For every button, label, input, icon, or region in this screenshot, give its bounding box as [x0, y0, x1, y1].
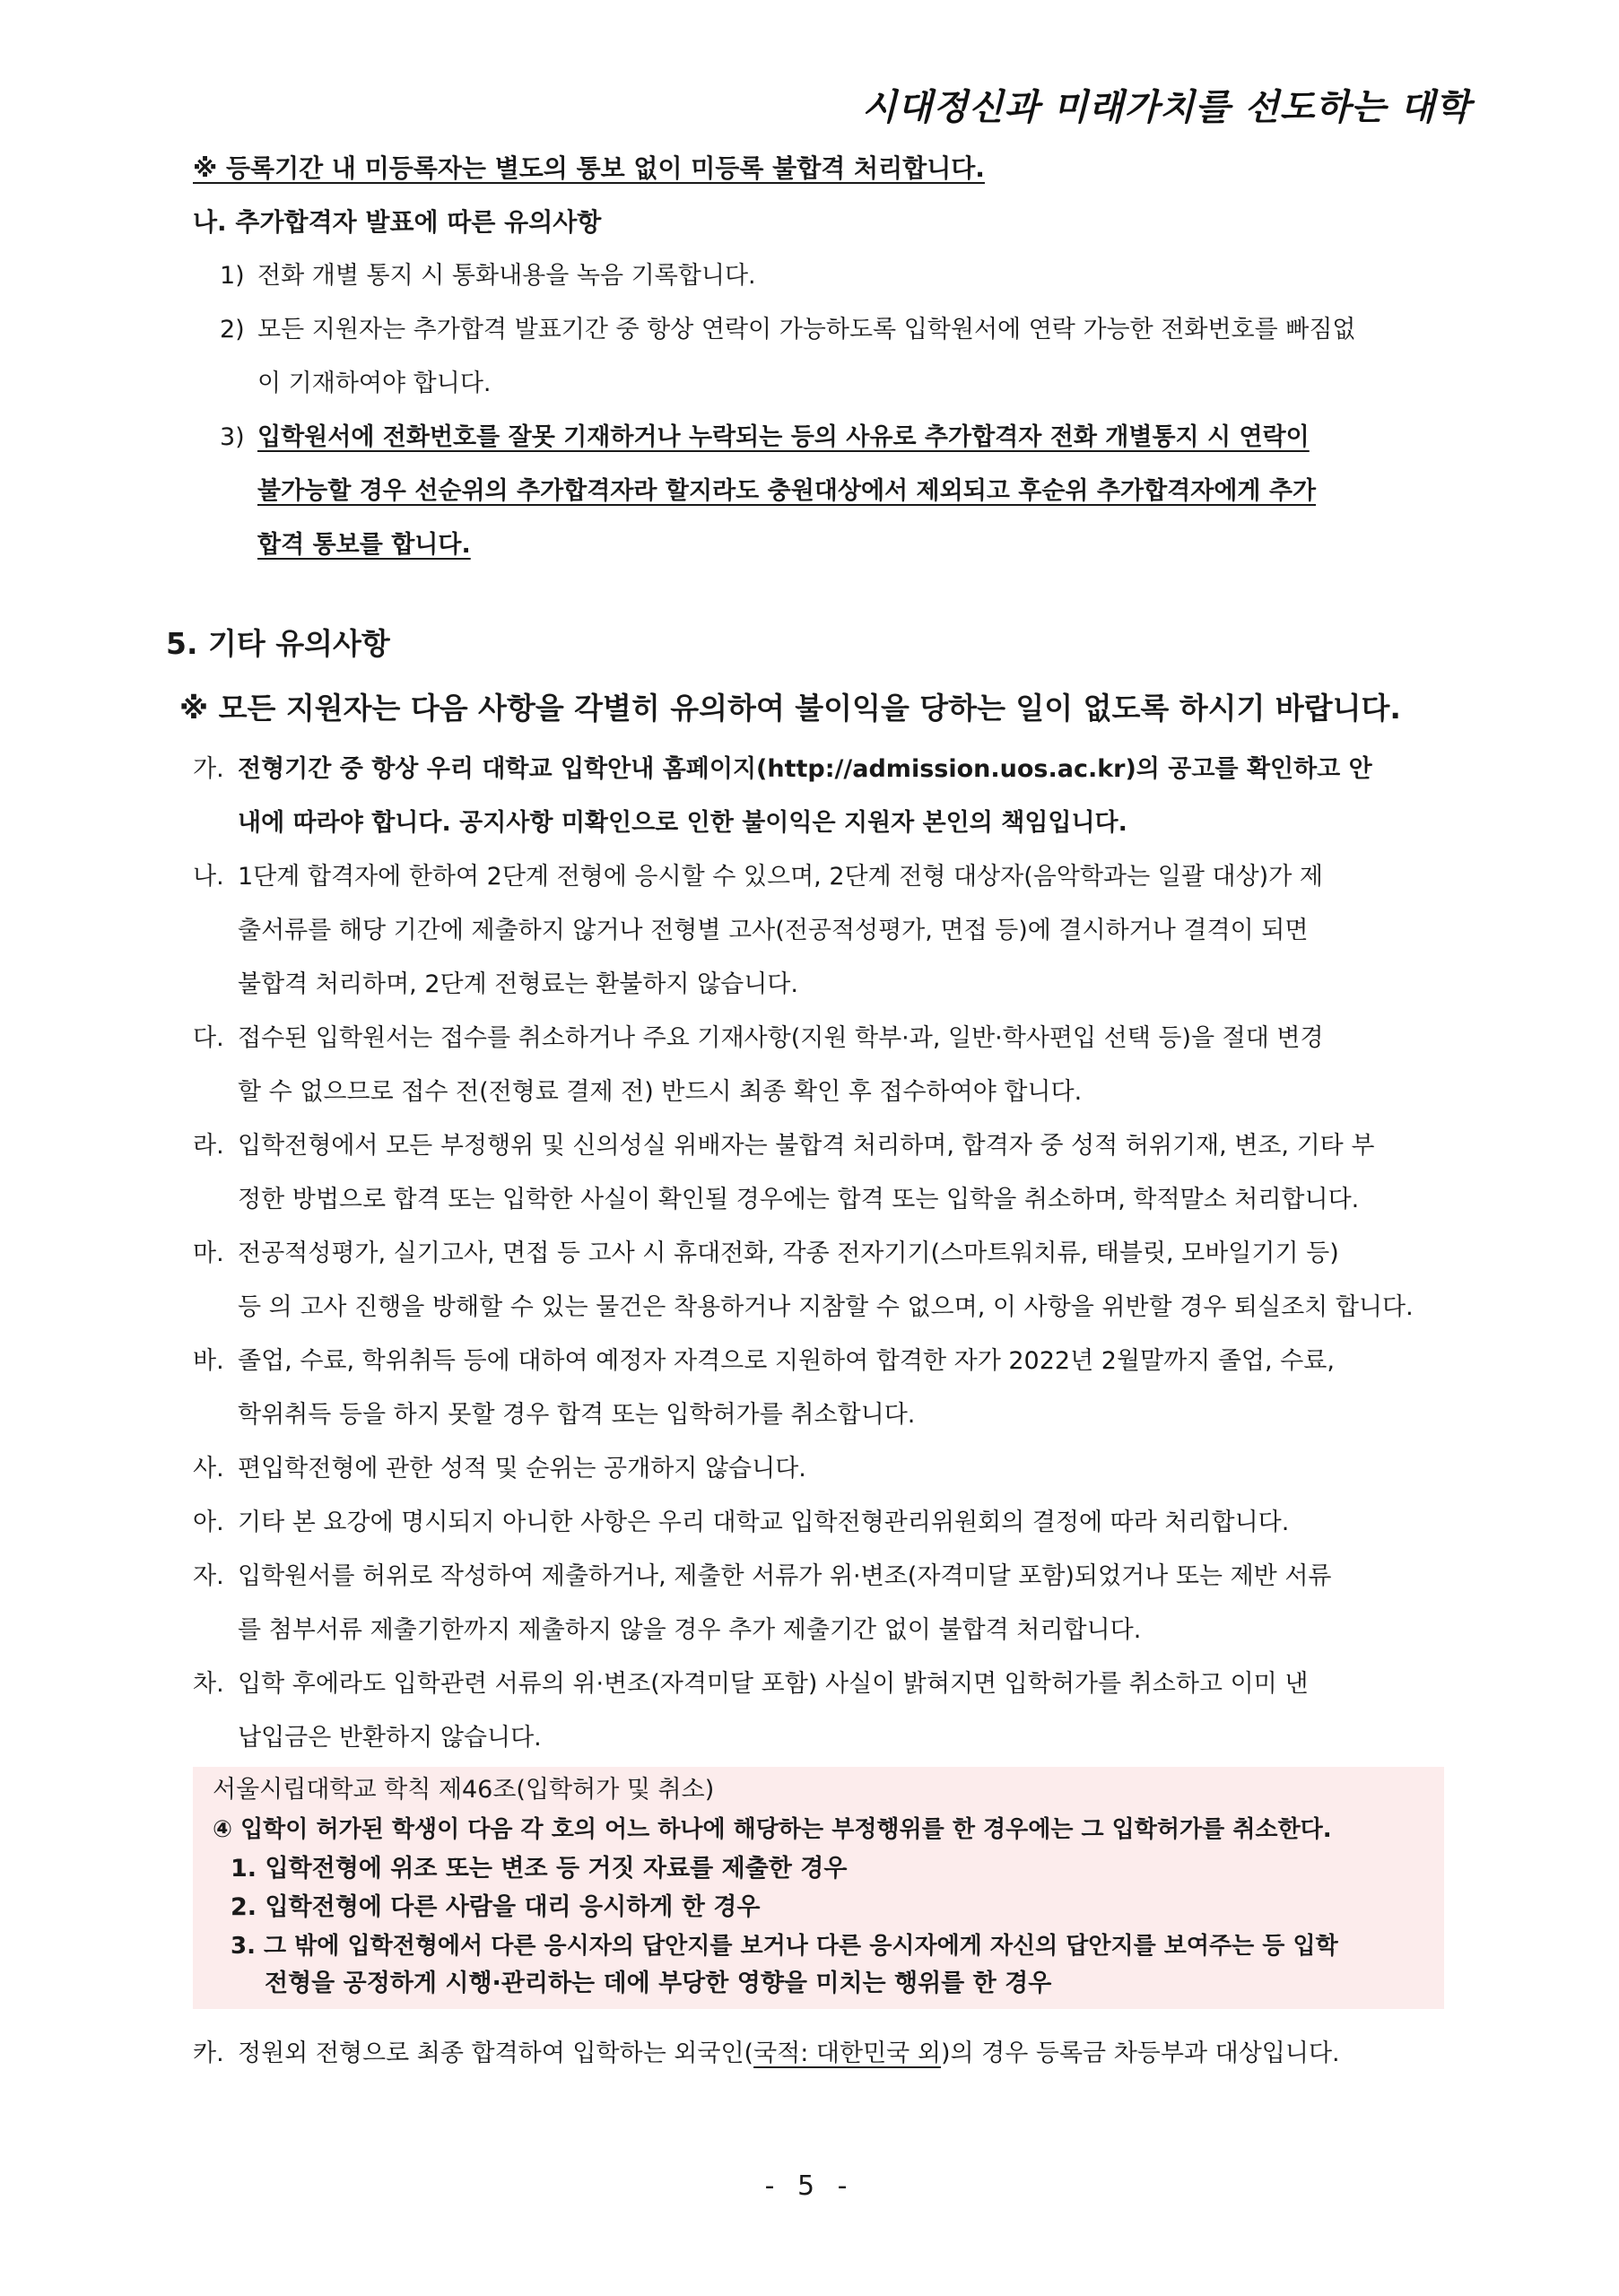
list-item: 출서류를 해당 기간에 제출하지 않거나 전형별 고사(전공적성평가, 면접 등)에 결시하거나 결격이 되면: [238, 917, 1309, 944]
list-item: 모든 지원자는 추가합격 발표기간 중 항상 연락이 가능하도록 입학원서에 연락 가능한 전화번호를 빠짐없: [257, 316, 1356, 344]
list-item: 이 기재하여야 합니다.: [257, 370, 492, 397]
list-item: 1단계 합격자에 한하여 2단계 전형에 응시할 수 있으며, 2단계 전형 대상자(음악학과는 일괄 대상)가 제: [238, 863, 1323, 891]
item-number: 1): [220, 262, 245, 290]
regulation-item: 1. 입학전형에 위조 또는 변조 등 거짓 자료를 제출한 경우: [231, 1855, 848, 1883]
page-number: - 5 -: [764, 2170, 855, 2202]
item-label: 자.: [193, 1562, 224, 1590]
last-item-text: )의 경우 등록금 차등부과 대상입니다.: [940, 2039, 1340, 2067]
list-item: 학위취득 등을 하지 못할 경우 합격 또는 입학허가를 취소합니다.: [238, 1401, 916, 1429]
list-item: 편입학전형에 관한 성적 및 순위는 공개하지 않습니다.: [238, 1455, 806, 1483]
item-number: 3): [220, 423, 245, 451]
item-label: 라.: [193, 1132, 224, 1160]
regulation-clause: ④ 입학이 허가된 학생이 다음 각 호의 어느 하나에 해당하는 부정행위를 한 경우에는 그 입학허가를 취소한다.: [213, 1816, 1332, 1843]
list-item: 입학전형에서 모든 부정행위 및 신의성실 위배자는 불합격 처리하며, 합격자 중 성적 허위기재, 변조, 기타 부: [238, 1132, 1375, 1160]
item-label: 카.: [193, 2039, 224, 2067]
item-label: 마.: [193, 1239, 224, 1267]
unregistered-notice: ※ 등록기간 내 미등록자는 별도의 통보 없이 미등록 불합격 처리합니다.: [193, 153, 985, 183]
nationality-note: 국적: 대한민국 외: [753, 2039, 941, 2067]
list-item: 등 의 고사 진행을 방해할 수 있는 물건은 착용하거나 지참할 수 없으며, 이 사항을 위반할 경우 퇴실조치 합니다.: [238, 1293, 1414, 1321]
regulation-item: 2. 입학전형에 다른 사람을 대리 응시하게 한 경우: [231, 1893, 761, 1921]
list-item: 정한 방법으로 합격 또는 입학한 사실이 확인될 경우에는 합격 또는 입학을 취소하며, 학적말소 처리합니다.: [238, 1186, 1360, 1213]
item-label: 바.: [193, 1347, 224, 1375]
sub-section-title: 나. 추가합격자 발표에 따른 유의사항: [193, 207, 602, 237]
list-item: 납입금은 반환하지 않습니다.: [238, 1724, 542, 1752]
list-item: 입학원서에 전화번호를 잘못 기재하거나 누락되는 등의 사유로 추가합격자 전화 개별통지 시 연락이: [257, 423, 1310, 451]
regulation-box: [193, 1767, 1444, 2009]
item-label: 가.: [193, 755, 224, 783]
list-item: 졸업, 수료, 학위취득 등에 대하여 예정자 자격으로 지원하여 합격한 자가 2022년 2월말까지 졸업, 수료,: [238, 1347, 1335, 1375]
item-number: 2): [220, 316, 245, 344]
list-item: 전공적성평가, 실기고사, 면접 등 고사 시 휴대전화, 각종 전자기기(스마트워치류, 태블릿, 모바일기기 등): [238, 1239, 1339, 1267]
header-slogan: 시대정신과 미래가치를 선도하는 대학: [861, 86, 1471, 128]
regulation-item: 3. 그 밖에 입학전형에서 다른 응시자의 답안지를 보거나 다른 응시자에게 자신의 답안지를 보여주는 등 입학: [231, 1933, 1338, 1960]
list-item: 불합격 처리하며, 2단계 전형료는 환불하지 않습니다.: [238, 970, 798, 998]
section-title: 5. 기타 유의사항: [166, 626, 390, 661]
item-label: 사.: [193, 1455, 224, 1483]
list-item: 할 수 없으므로 접수 전(전형료 결제 전) 반드시 최종 확인 후 접수하여야 합니다.: [238, 1078, 1083, 1106]
item-label: 다.: [193, 1024, 224, 1052]
list-item: 접수된 입학원서는 접수를 취소하거나 주요 기재사항(지원 학부·과, 일반·학사편입 선택 등)을 절대 변경: [238, 1024, 1324, 1052]
list-item: 기타 본 요강에 명시되지 아니한 사항은 우리 대학교 입학전형관리위원회의 결정에 따라 처리합니다.: [238, 1509, 1290, 1536]
list-item: 입학 후에라도 입학관련 서류의 위·변조(자격미달 포함) 사실이 밝혀지면 입학허가를 취소하고 이미 낸: [238, 1670, 1309, 1698]
list-item: 를 첨부서류 제출기한까지 제출하지 않을 경우 추가 제출기간 없이 불합격 처리합니다.: [238, 1616, 1142, 1644]
item-label: 차.: [193, 1670, 224, 1698]
list-item: 합격 통보를 합니다.: [257, 531, 471, 559]
list-item: 전형기간 중 항상 우리 대학교 입학안내 홈페이지(http://admission.uos.ac.kr)의 공고를 확인하고 안: [238, 755, 1372, 783]
list-item: 내에 따라야 합니다. 공지사항 미확인으로 인한 불이익은 지원자 본인의 책임입니다.: [238, 809, 1127, 837]
list-item-last: [238, 2036, 1340, 2072]
item-label: 아.: [193, 1509, 224, 1536]
regulation-title: 서울시립대학교 학칙 제46조(입학허가 및 취소): [213, 1776, 715, 1804]
important-notice: ※ 모든 지원자는 다음 사항을 각별히 유의하여 불이익을 당하는 일이 없도록 하시기 바랍니다.: [179, 691, 1401, 726]
list-item: 입학원서를 허위로 작성하여 제출하거나, 제출한 서류가 위·변조(자격미달 포함)되었거나 또는 제반 서류: [238, 1562, 1332, 1590]
last-item-text: 정원외 전형으로 최종 합격하여 입학하는 외국인(: [238, 2039, 754, 2067]
item-label: 나.: [193, 863, 224, 891]
regulation-item: 전형을 공정하게 시행·관리하는 데에 부당한 영향을 미치는 행위를 한 경우: [265, 1970, 1052, 1997]
list-item: 전화 개별 통지 시 통화내용을 녹음 기록합니다.: [257, 262, 756, 290]
list-item: 불가능할 경우 선순위의 추가합격자라 할지라도 충원대상에서 제외되고 후순위 추가합격자에게 추가: [257, 477, 1317, 505]
